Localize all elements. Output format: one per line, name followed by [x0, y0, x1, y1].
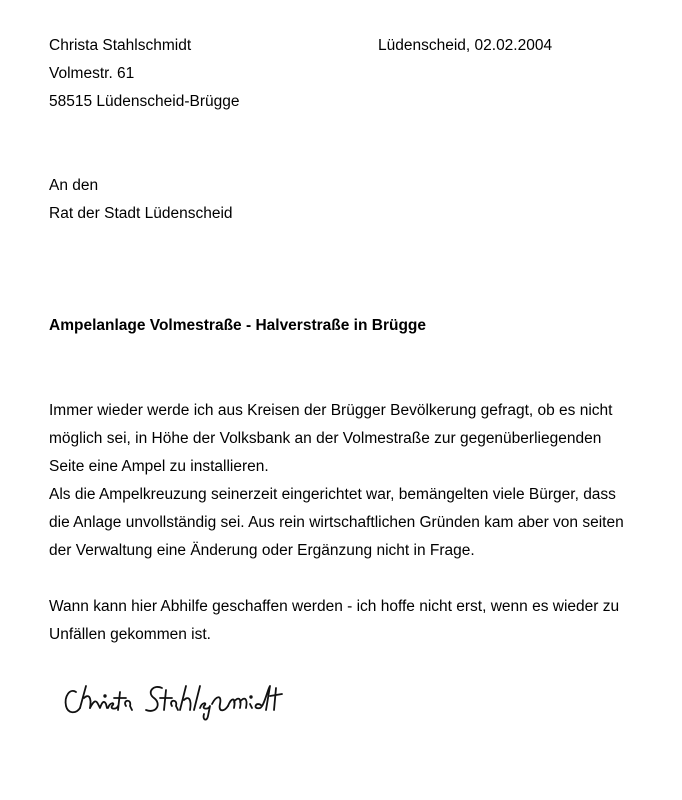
handwritten-signature: [62, 678, 302, 726]
sender-street: Volmestr. 61: [49, 65, 135, 82]
body-line: möglich sei, in Höhe der Volksbank an der Volmestraße zur gegenüberliegenden: [49, 430, 602, 447]
sender-name: Christa Stahlschmidt: [49, 37, 192, 54]
body-line: Wann kann hier Abhilfe geschaffen werden - ich hoffe nicht erst, wenn es wieder zu: [49, 598, 620, 615]
place-date: Lüdenscheid, 02.02.2004: [378, 37, 553, 54]
signature-strokes: [66, 686, 282, 720]
body-line: die Anlage unvollständig sei. Aus rein wirtschaftlichen Gründen kam aber von seiten: [49, 514, 624, 531]
recipient-line-2: Rat der Stadt Lüdenscheid: [49, 205, 233, 222]
sender-city: 58515 Lüdenscheid-Brügge: [49, 93, 240, 110]
body-line: Unfällen gekommen ist.: [49, 626, 211, 643]
body-line: Seite eine Ampel zu installieren.: [49, 458, 269, 475]
recipient-line-1: An den: [49, 177, 99, 194]
body-line: Als die Ampelkreuzung seinerzeit eingerichtet war, bemängelten viele Bürger, dass: [49, 486, 616, 503]
body-line: Immer wieder werde ich aus Kreisen der Brügger Bevölkerung gefragt, ob es nicht: [49, 402, 613, 419]
body-line: der Verwaltung eine Änderung oder Ergänzung nicht in Frage.: [49, 542, 475, 559]
letter-subject: Ampelanlage Volmestraße - Halverstraße in Brügge: [49, 317, 426, 334]
